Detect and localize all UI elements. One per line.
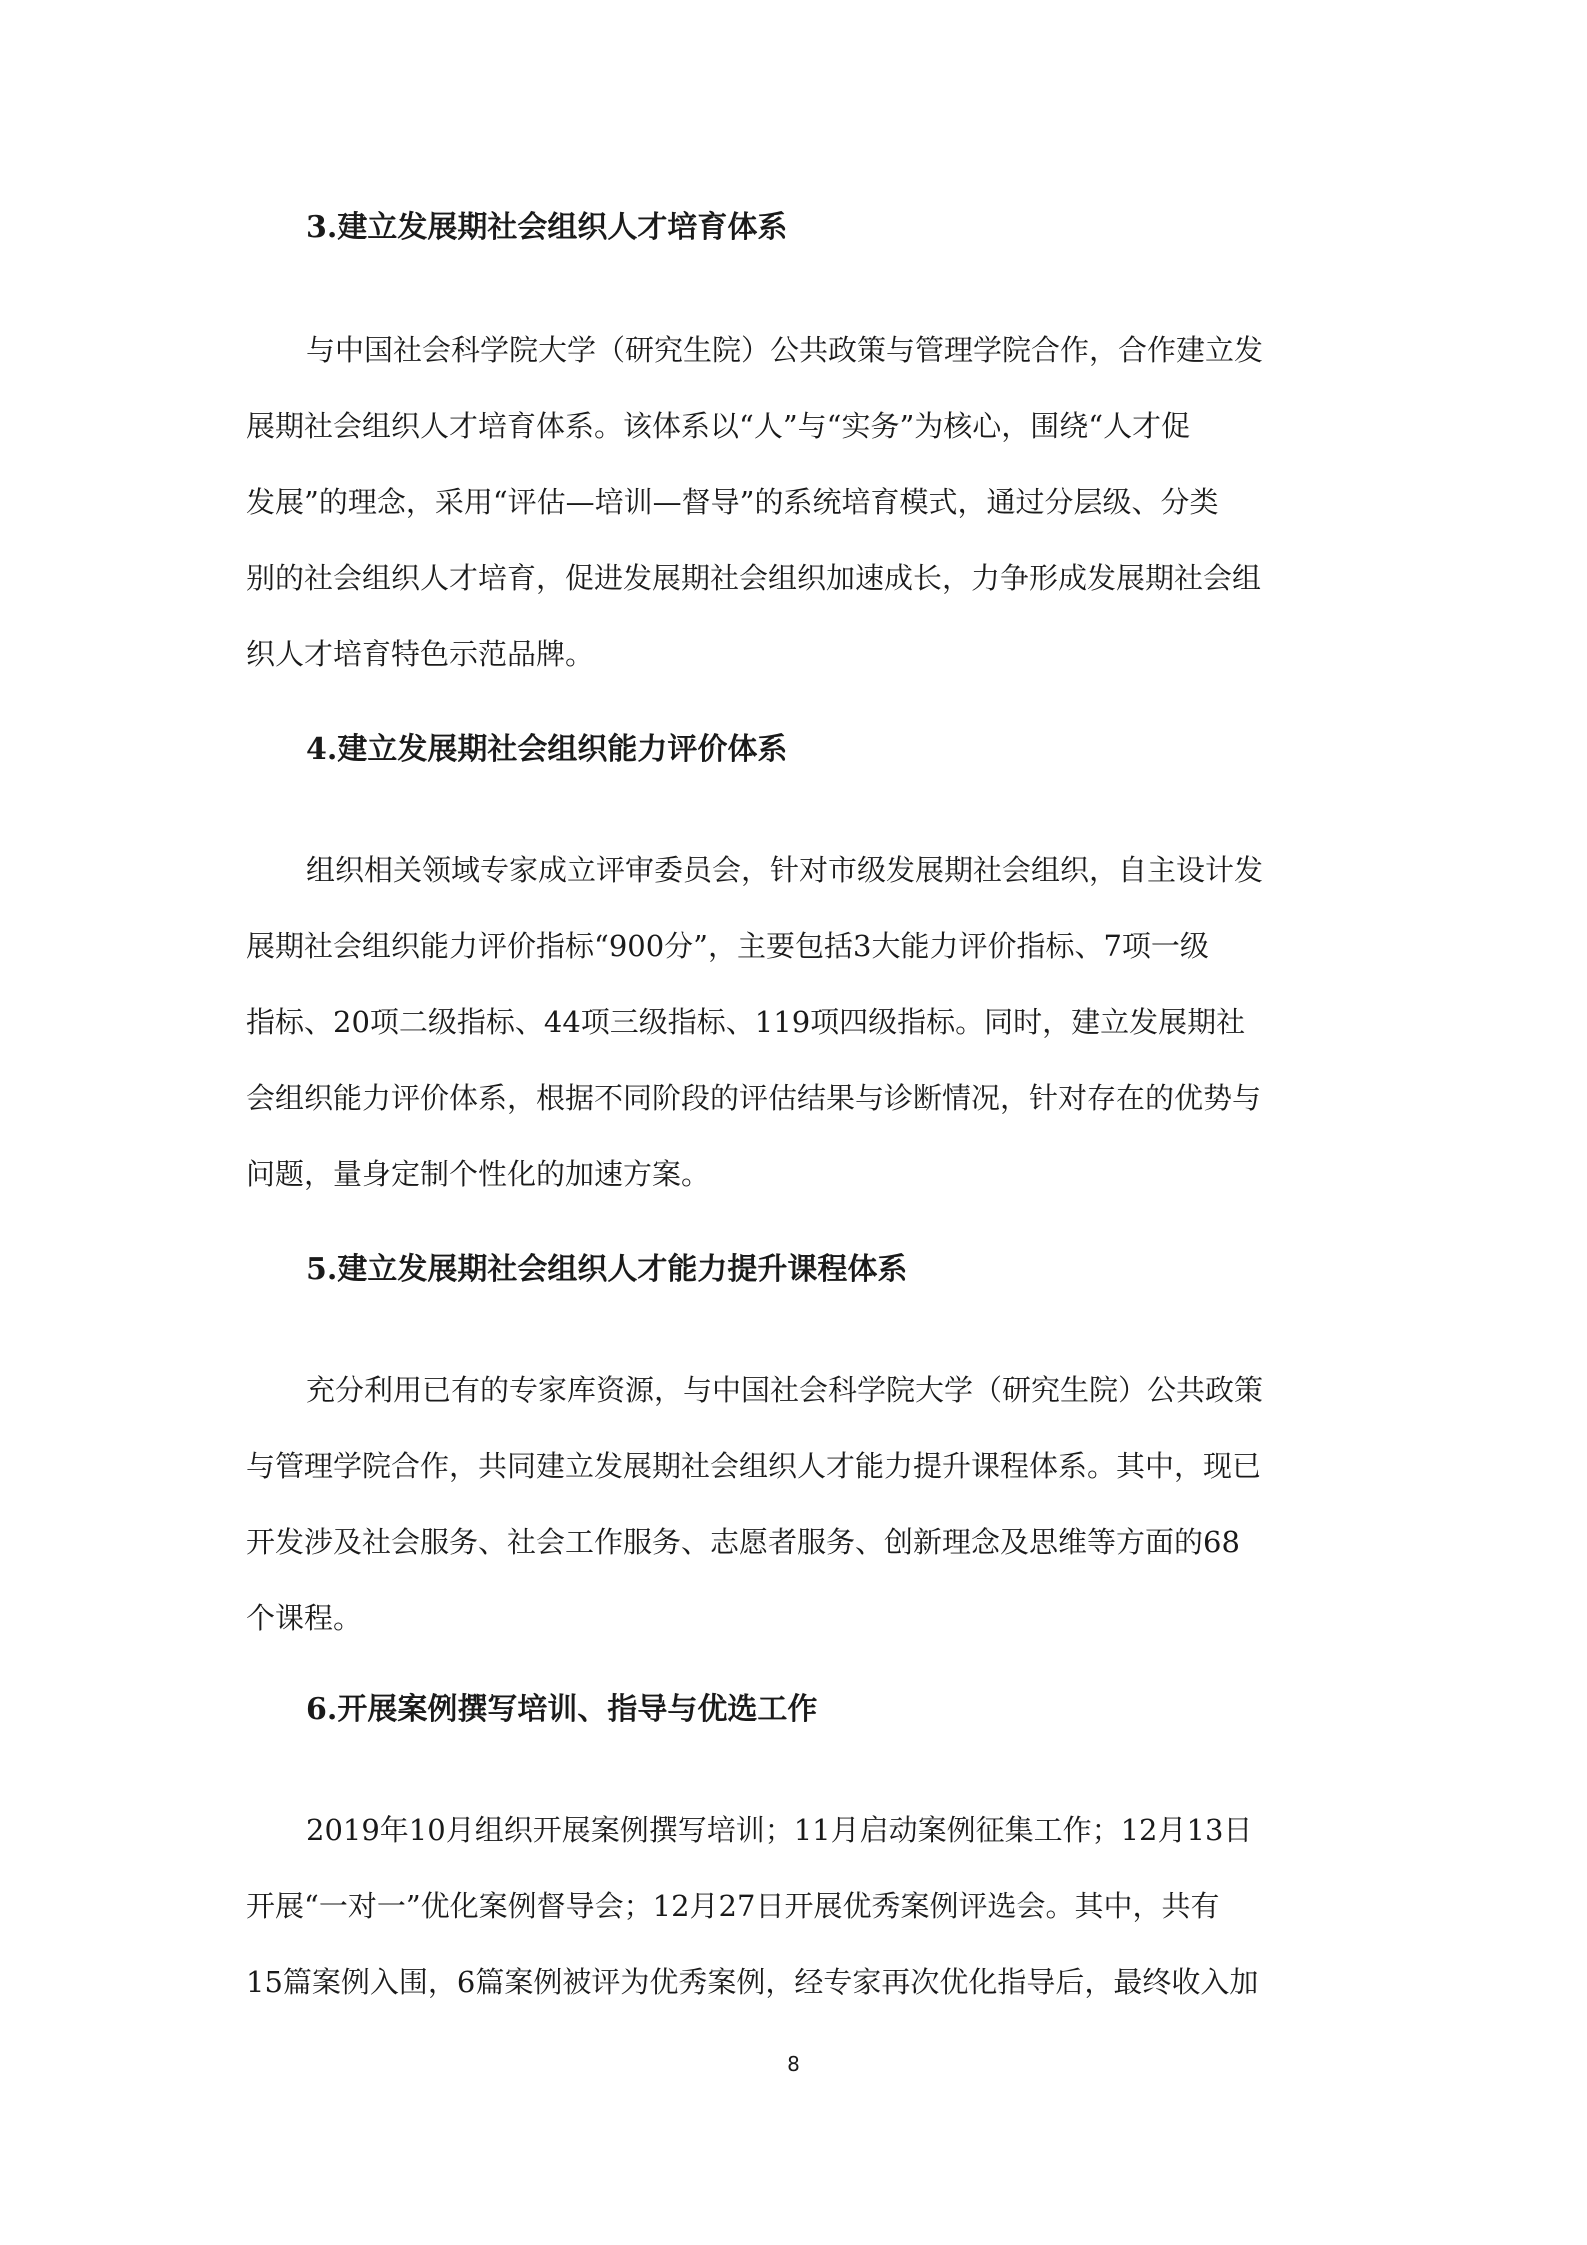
paragraph-line: 开发涉及社会服务、社会工作服务、志愿者服务、创新理念及思维等方面的68 [246,1525,1240,1559]
section-heading-6: 6.开展案例撰写培训、指导与优选工作 [306,1692,818,1727]
paragraph-line: 个课程。 [246,1601,363,1635]
section-paragraph-3 [246,312,1346,692]
paragraph-line: 发展”的理念，采用“评估—培训—督导”的系统培育模式，通过分层级、分类 [246,485,1219,519]
section-heading-4: 4.建立发展期社会组织能力评价体系 [306,732,788,767]
section-paragraph-4 [246,832,1346,1212]
paragraph-line: 组织相关领域专家成立评审委员会，针对市级发展期社会组织，自主设计发 [306,853,1264,887]
paragraph-line: 别的社会组织人才培育，促进发展期社会组织加速成长，力争形成发展期社会组 [246,561,1262,595]
paragraph-line: 与中国社会科学院大学（研究生院）公共政策与管理学院合作，合作建立发 [306,333,1264,367]
paragraph-line: 2019年10月组织开展案例撰写培训；11月启动案例征集工作；12月13日 [306,1813,1253,1847]
paragraph-line: 开展“一对一”优化案例督导会；12月27日开展优秀案例评选会。其中，共有 [246,1889,1220,1923]
paragraph-line: 会组织能力评价体系，根据不同阶段的评估结果与诊断情况，针对存在的优势与 [246,1081,1262,1115]
paragraph-line: 与管理学院合作，共同建立发展期社会组织人才能力提升课程体系。其中，现已 [246,1449,1262,1483]
paragraph-line: 织人才培育特色示范品牌。 [246,637,595,671]
paragraph-line: 15篇案例入围，6篇案例被评为优秀案例，经专家再次优化指导后，最终收入加 [246,1965,1259,1999]
paragraph-line: 指标、20项二级指标、44项三级指标、119项四级指标。同时，建立发展期社 [246,1005,1246,1039]
paragraph-line: 展期社会组织人才培育体系。该体系以“人”与“实务”为核心，围绕“人才促 [246,409,1191,443]
page-number: 8 [787,2052,800,2076]
paragraph-line: 展期社会组织能力评价指标“900分”，主要包括3大能力评价指标、7项一级 [246,929,1209,963]
paragraph-line: 充分利用已有的专家库资源，与中国社会科学院大学（研究生院）公共政策 [306,1373,1264,1407]
section-heading-3: 3.建立发展期社会组织人才培育体系 [306,210,788,245]
section-paragraph-6 [246,1792,1346,2020]
section-heading-5: 5.建立发展期社会组织人才能力提升课程体系 [306,1252,908,1287]
section-paragraph-5 [246,1352,1346,1656]
paragraph-line: 问题，量身定制个性化的加速方案。 [246,1157,711,1191]
